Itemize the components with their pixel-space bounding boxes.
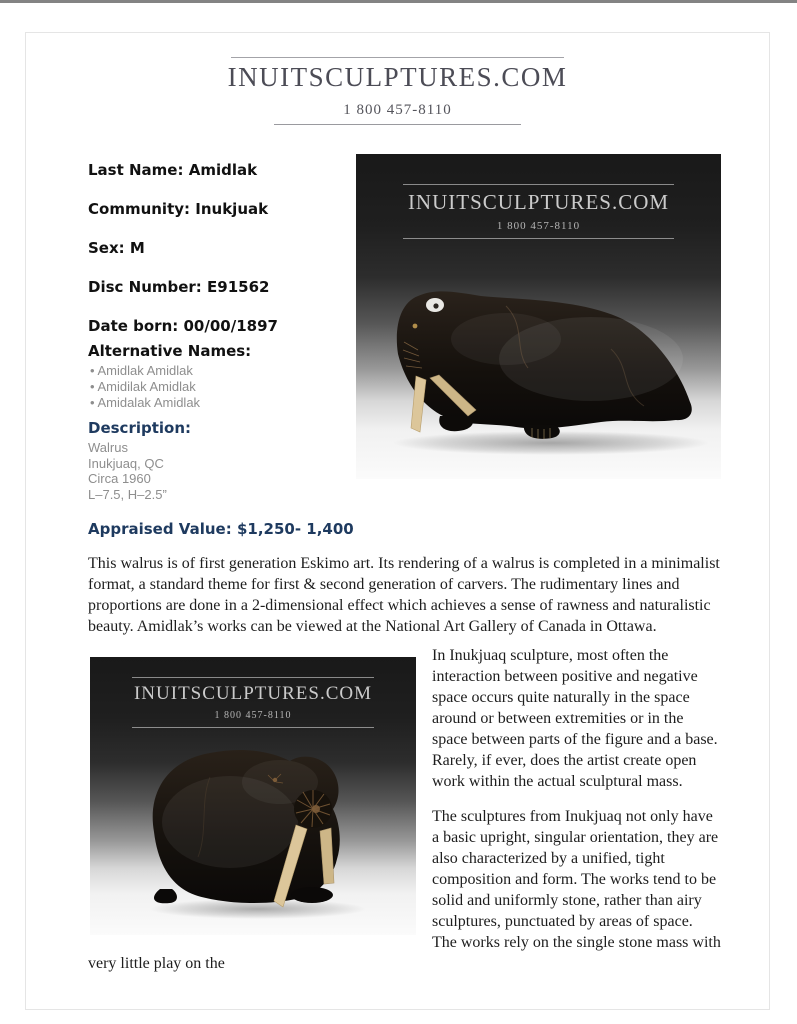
top-border-bar <box>0 0 797 3</box>
description-heading: Description: <box>88 419 192 437</box>
field-value: E91562 <box>207 278 270 296</box>
alternative-name-item: • Amidalak Amidlak <box>88 395 721 411</box>
header-rule-top <box>231 57 564 58</box>
field-value: Inukjuak <box>195 200 269 218</box>
watermark-rule-top <box>132 677 373 678</box>
watermark-rule-top <box>403 184 673 185</box>
watermark-brand: INUITSCULPTURES.COM <box>133 683 373 704</box>
photo-watermark <box>90 677 416 728</box>
description-line: Inukjuaq, QC <box>88 455 164 471</box>
field-value: Amidlak <box>188 161 258 179</box>
alternative-name-item: • Amidlak Amidlak <box>88 363 721 379</box>
sculpture-photo-front-view <box>90 657 416 935</box>
watermark-brand: INUITSCULPTURES.COM <box>407 190 670 214</box>
field-value: M <box>129 239 145 257</box>
brand-phone: 1 800 457-8110 <box>343 102 452 118</box>
paragraph-inukjuaq-form: The sculptures from Inukjuaq not only have a basic upright, singular orientation, they are also characterized by a unified, tight composition and form. The works tend to be solid and uniformly stone, rather than airy sculptures, punctuated by areas of space. The works rely on the single stone mass with very little play on the <box>88 808 721 972</box>
description-line: L–7.5, H–2.5” <box>88 486 167 502</box>
paragraph-overview: This walrus is of first generation Eskimo art. Its rendering of a walrus is completed in a minimalist format, a standard theme for first & second generation of carvers. The rudimentary lines and proportions are done in a 2-dimensional effect which achieves a sense of rawness and naturalistic beauty. Amidlak’s works can be viewed at the National Art Gallery of Canada in Ottawa. <box>88 555 720 635</box>
photo-watermark <box>356 184 721 239</box>
lower-section <box>88 645 721 974</box>
field-label: Sex: <box>88 239 125 257</box>
alternative-names-heading: Alternative Names: <box>88 342 252 360</box>
appraised-value <box>88 520 721 539</box>
watermark-rule-bottom <box>132 727 373 728</box>
paragraph-inukjuaq-style: In Inukjuaq sculpture, most often the interaction between positive and negative space occurs quite naturally in the space around or between extremities or in the space between parts of the figure and a base. Rarely, if ever, does the artist create open work within the actual sculptural mass. <box>432 647 718 790</box>
page-content <box>88 161 721 974</box>
watermark-rule-bottom <box>403 238 673 239</box>
document-sheet <box>25 32 770 1010</box>
field-label: Disc Number: <box>88 278 202 296</box>
field-label: Last Name: <box>88 161 184 179</box>
site-header <box>26 57 769 125</box>
watermark-phone: 1 800 457-8110 <box>496 220 581 232</box>
sculpture-photo-side-view <box>356 154 721 479</box>
alternative-name-item: • Amidilak Amidlak <box>88 379 721 395</box>
field-label: Date born: <box>88 317 179 335</box>
brand-title: INUITSCULPTURES.COM <box>227 62 568 92</box>
description-line: Walrus <box>88 440 128 455</box>
field-label: Community: <box>88 200 191 218</box>
header-rule-bottom <box>274 124 521 125</box>
watermark-phone: 1 800 457-8110 <box>214 710 292 721</box>
field-value: 00/00/1897 <box>183 317 278 335</box>
appraised-label: Appraised Value: <box>88 520 232 538</box>
description-line: Circa 1960 <box>88 471 151 486</box>
appraised-amount: $1,250- 1,400 <box>236 520 354 538</box>
